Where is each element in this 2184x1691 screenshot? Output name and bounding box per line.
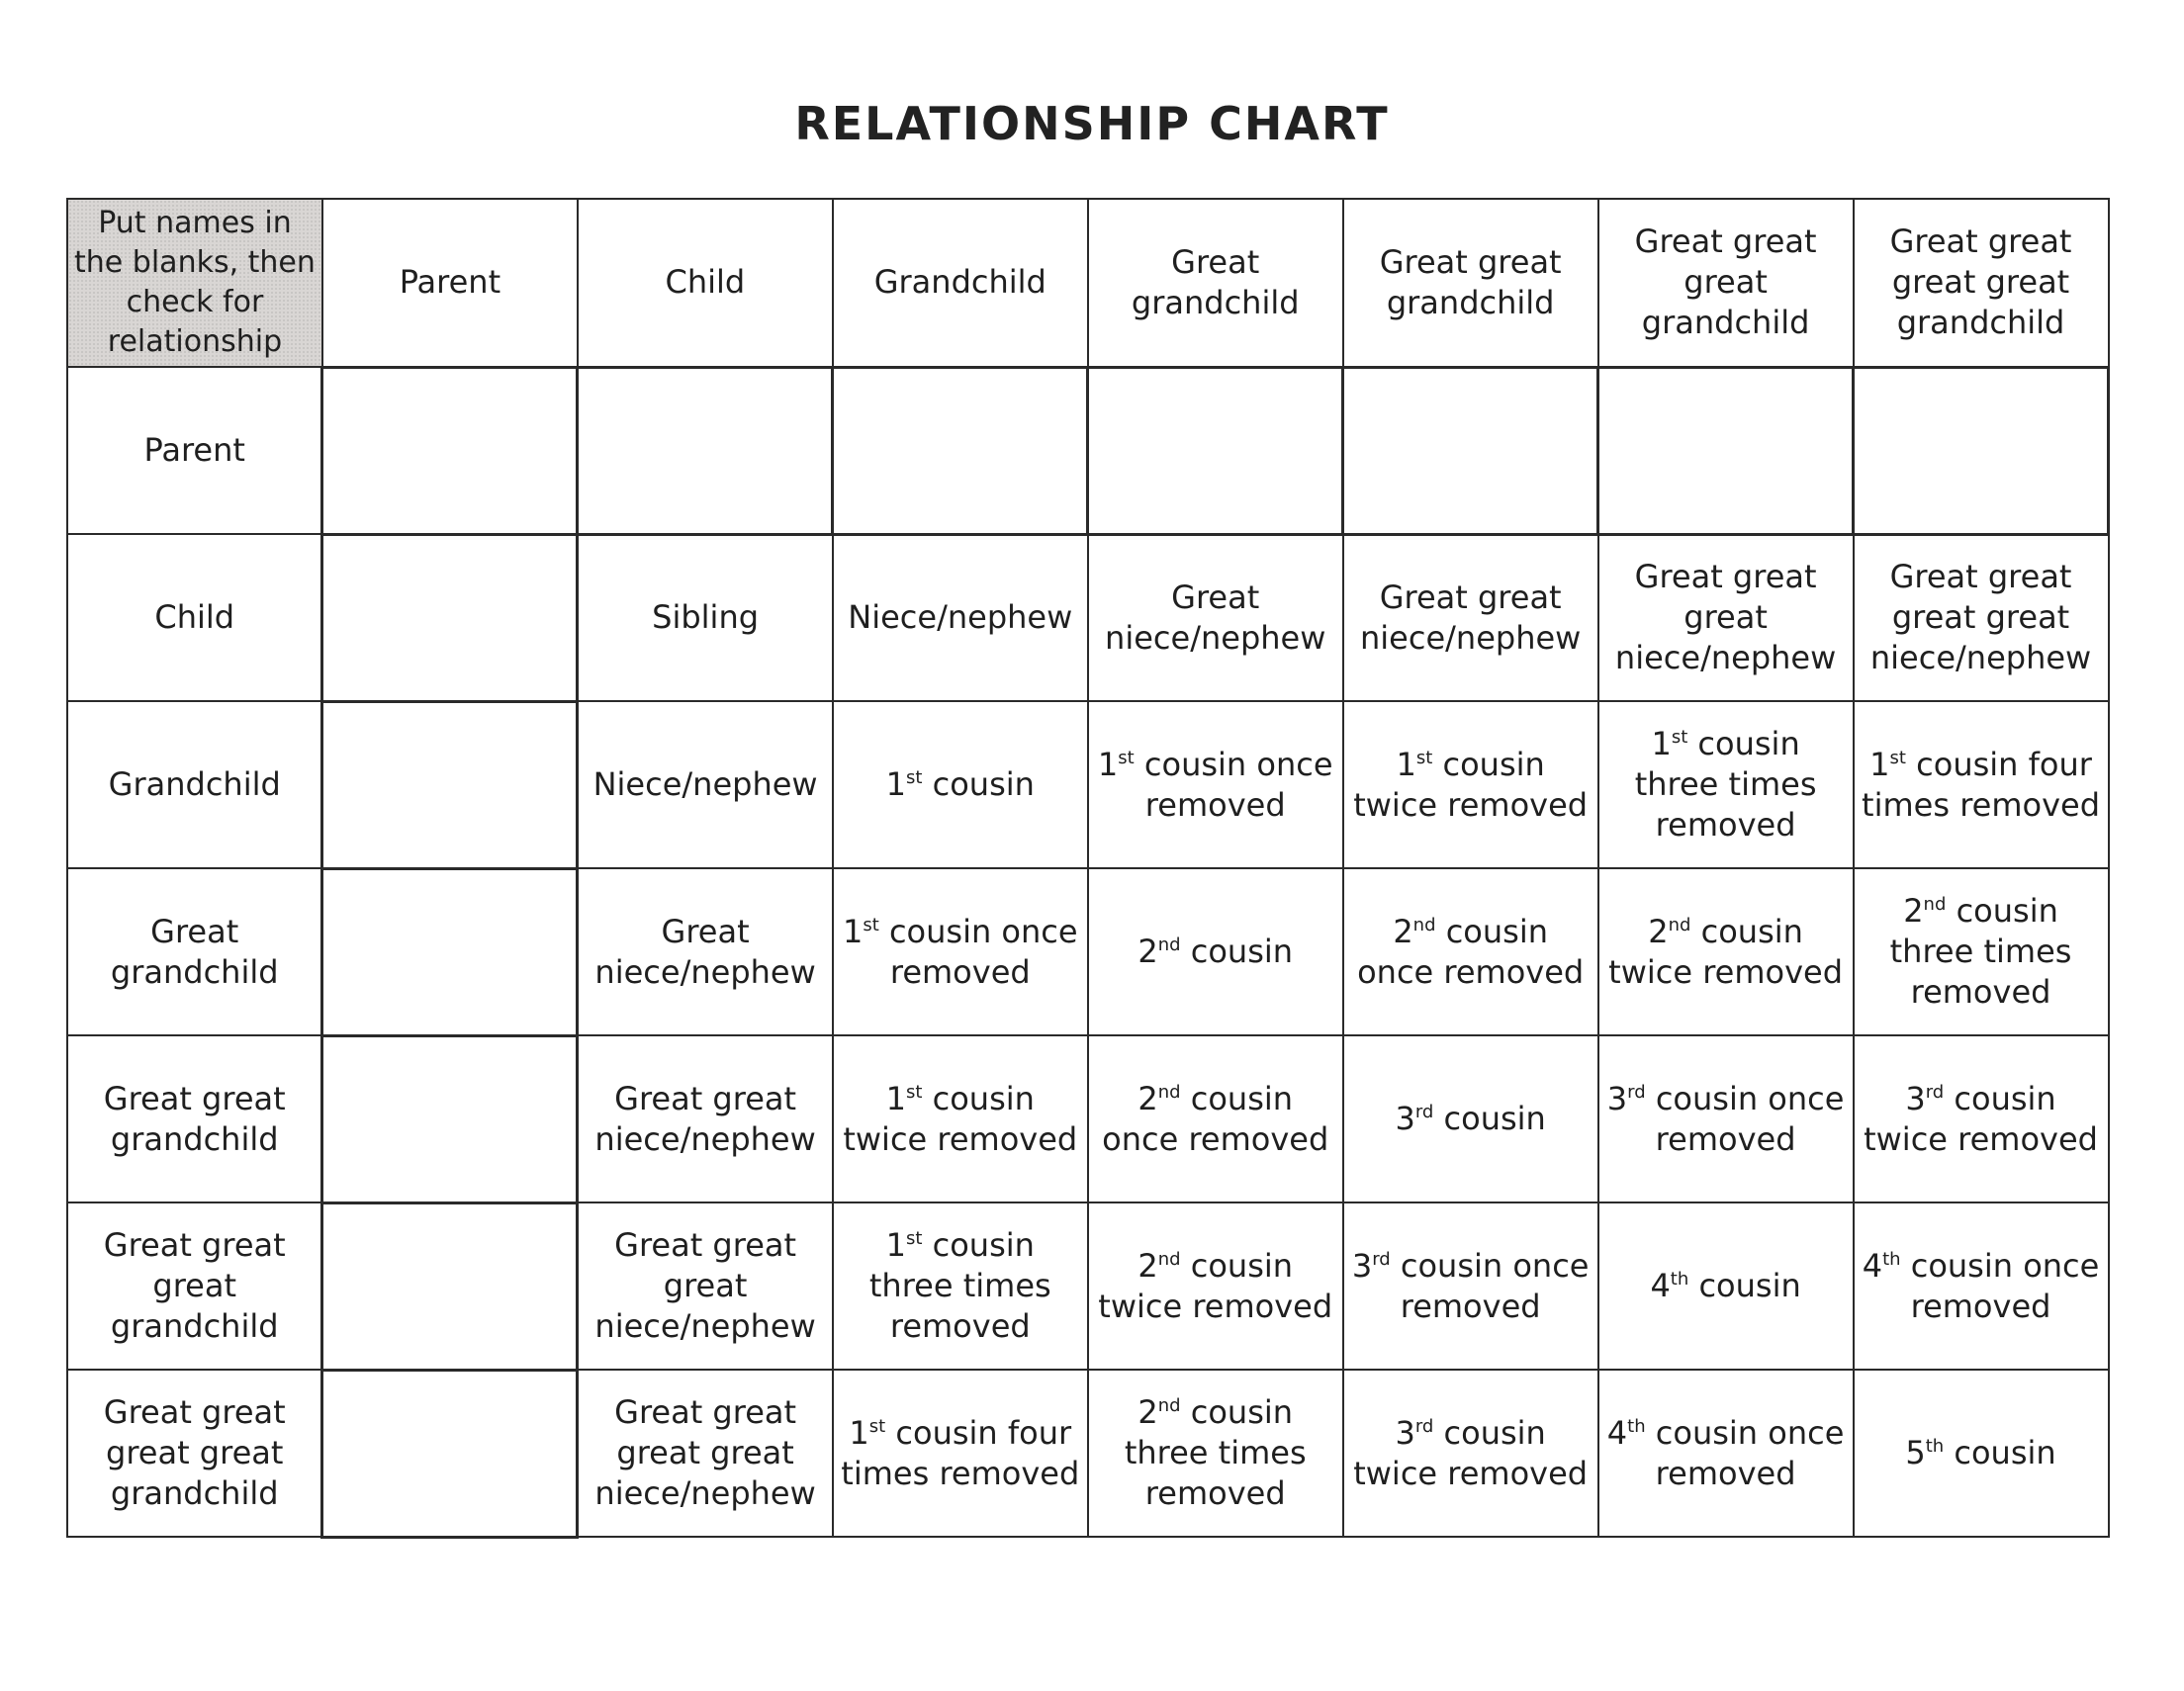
relationship-cell: 3rd cousin — [1343, 1035, 1598, 1202]
name-blank-cell[interactable] — [322, 868, 578, 1035]
name-blank-cell[interactable] — [322, 701, 578, 868]
relationship-cell: 2nd cousin — [1088, 868, 1343, 1035]
relationship-cell: 1st cousin four times removed — [1854, 701, 2109, 868]
relationship-cell: 3rd cousin once removed — [1598, 1035, 1854, 1202]
relationship-cell: 3rd cousin twice removed — [1854, 1035, 2109, 1202]
relationship-cell: 4th cousin once removed — [1854, 1202, 2109, 1370]
table-row — [67, 1035, 2109, 1202]
relationship-cell: 1st cousin three times removed — [1598, 701, 1854, 868]
name-blank-cell[interactable] — [322, 367, 578, 534]
table-row — [67, 701, 2109, 868]
relationship-cell: 1st cousin three times removed — [833, 1202, 1088, 1370]
relationship-cell: 2nd cousin once removed — [1088, 1035, 1343, 1202]
column-header: Great grandchild — [1088, 199, 1343, 367]
page-title: RELATIONSHIP CHART — [794, 97, 1390, 150]
name-blank-cell[interactable] — [322, 1035, 578, 1202]
row-header: Great great great grandchild — [67, 1202, 322, 1370]
row-header: Parent — [67, 367, 322, 534]
name-blank-cell[interactable] — [1088, 367, 1343, 534]
name-blank-cell[interactable] — [322, 1370, 578, 1537]
header-row — [67, 199, 2109, 367]
relationship-cell: 4th cousin — [1598, 1202, 1854, 1370]
name-blank-cell[interactable] — [578, 367, 833, 534]
name-blank-cell[interactable] — [322, 1202, 578, 1370]
relationship-cell: 1st cousin once removed — [1088, 701, 1343, 868]
table-row — [67, 534, 2109, 701]
relationship-cell: 2nd cousin three times removed — [1854, 868, 2109, 1035]
relationship-cell: 1st cousin twice removed — [833, 1035, 1088, 1202]
table-row — [67, 1370, 2109, 1537]
relationship-cell: Great niece/nephew — [1088, 534, 1343, 701]
row-header: Great great great great grandchild — [67, 1370, 322, 1537]
name-blank-cell[interactable] — [1854, 367, 2109, 534]
relationship-cell: 3rd cousin once removed — [1343, 1202, 1598, 1370]
relationship-cell: 2nd cousin three times removed — [1088, 1370, 1343, 1537]
name-blank-cell[interactable] — [833, 367, 1088, 534]
column-header: Grandchild — [833, 199, 1088, 367]
table-row — [67, 367, 2109, 534]
relationship-cell: Great great great great niece/nephew — [578, 1370, 833, 1537]
relationship-cell: 2nd cousin twice removed — [1598, 868, 1854, 1035]
row-header: Grandchild — [67, 701, 322, 868]
column-header: Parent — [322, 199, 578, 367]
relationship-cell: 3rd cousin twice removed — [1343, 1370, 1598, 1537]
relationship-table — [66, 198, 2110, 1539]
relationship-cell: 2nd cousin twice removed — [1088, 1202, 1343, 1370]
name-blank-cell[interactable] — [1598, 367, 1854, 534]
relationship-cell: 1st cousin four times removed — [833, 1370, 1088, 1537]
relationship-cell: Great niece/nephew — [578, 868, 833, 1035]
relationship-cell: Great great niece/nephew — [1343, 534, 1598, 701]
relationship-cell: Sibling — [578, 534, 833, 701]
table-row — [67, 1202, 2109, 1370]
row-header: Great great grandchild — [67, 1035, 322, 1202]
column-header: Great great great great grandchild — [1854, 199, 2109, 367]
row-header: Child — [67, 534, 322, 701]
relationship-cell: 1st cousin twice removed — [1343, 701, 1598, 868]
corner-instruction: Put names in the blanks, then check for relationship — [67, 199, 322, 367]
column-header: Great great great grandchild — [1598, 199, 1854, 367]
column-header: Child — [578, 199, 833, 367]
relationship-cell: Great great niece/nephew — [578, 1035, 833, 1202]
relationship-cell: 2nd cousin once removed — [1343, 868, 1598, 1035]
relationship-cell: Great great great niece/nephew — [578, 1202, 833, 1370]
name-blank-cell[interactable] — [322, 534, 578, 701]
relationship-cell: Niece/nephew — [578, 701, 833, 868]
relationship-cell: 4th cousin once removed — [1598, 1370, 1854, 1537]
column-header: Great great grandchild — [1343, 199, 1598, 367]
relationship-cell: Niece/nephew — [833, 534, 1088, 701]
relationship-cell: Great great great great niece/nephew — [1854, 534, 2109, 701]
relationship-cell: 1st cousin — [833, 701, 1088, 868]
name-blank-cell[interactable] — [1343, 367, 1598, 534]
relationship-cell: 1st cousin once removed — [833, 868, 1088, 1035]
table-row — [67, 868, 2109, 1035]
relationship-cell: 5th cousin — [1854, 1370, 2109, 1537]
relationship-cell: Great great great niece/nephew — [1598, 534, 1854, 701]
row-header: Great grandchild — [67, 868, 322, 1035]
